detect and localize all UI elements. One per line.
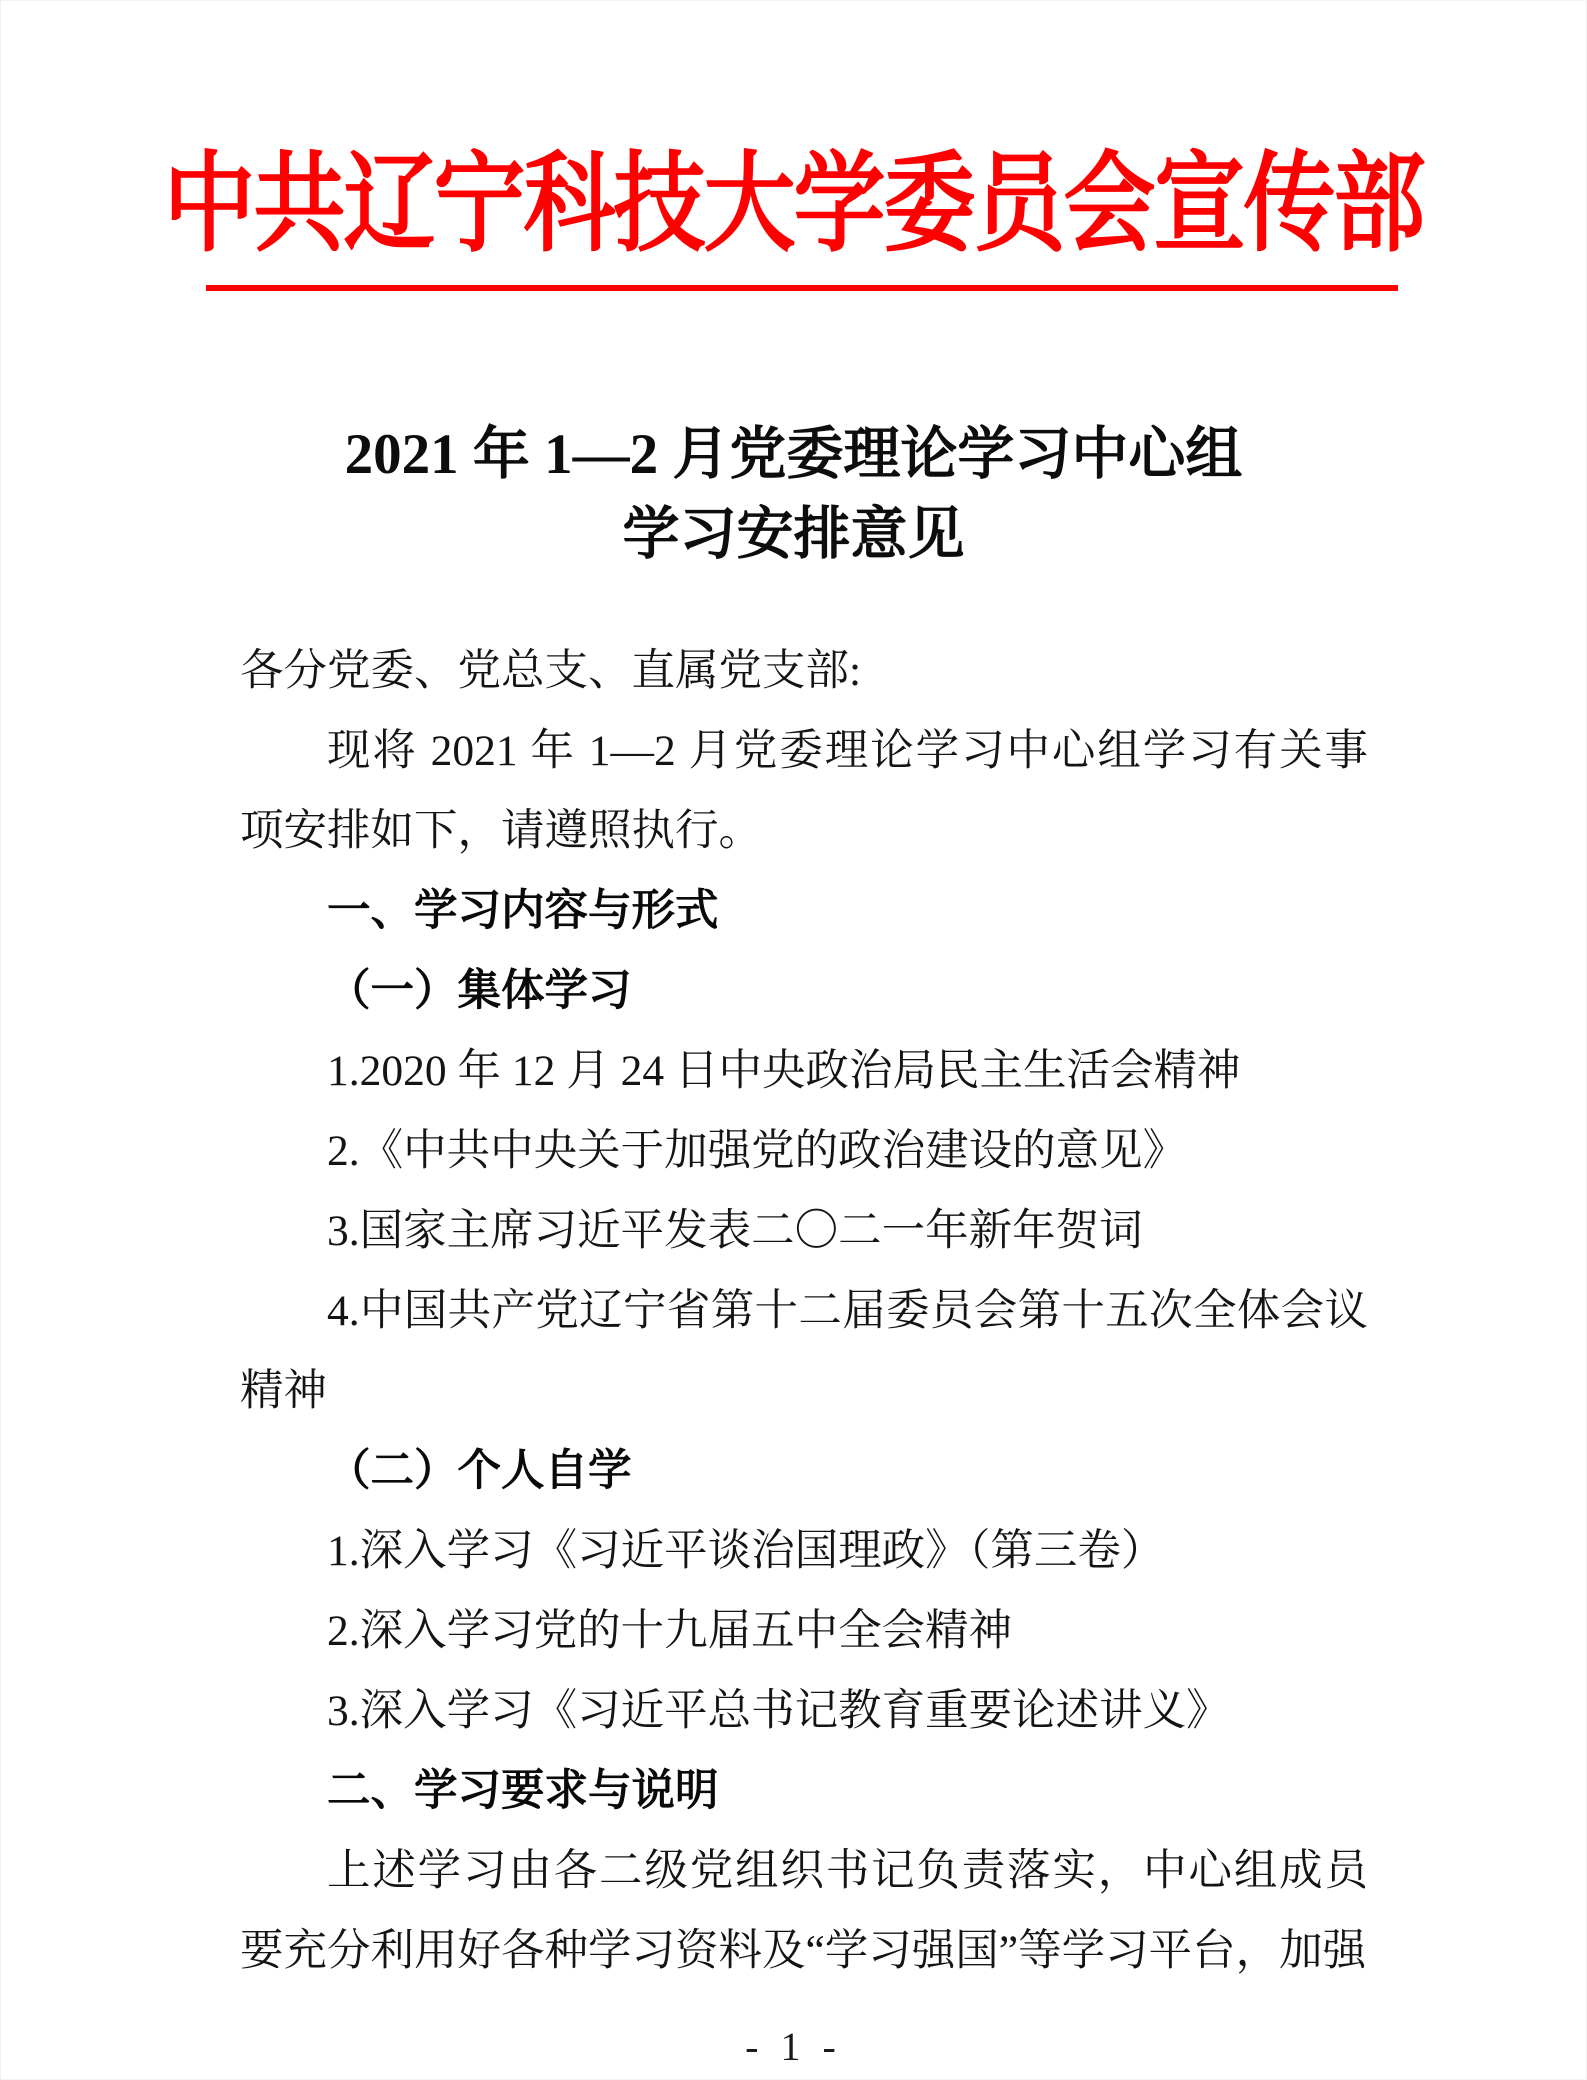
document-title-line2: 学习安排意见 bbox=[622, 503, 965, 566]
paragraph-intro: 现将 2021 年 1—2 月党委理论学习中心组学习有关事项安排如下，请遵照执行。 bbox=[240, 727, 1368, 855]
letterhead-rule bbox=[206, 285, 1398, 291]
letterhead-org-name: 中共辽宁科技大学委员会宣传部 bbox=[163, 144, 1424, 265]
page-footer bbox=[1, 2015, 1586, 2079]
paragraph-salutation: 各分党委、党总支、直属党支部: bbox=[240, 647, 862, 695]
letterhead bbox=[1, 109, 1586, 271]
document-title bbox=[1, 415, 1586, 575]
document-title-line1: 2021 年 1—2 月党委理论学习中心组 bbox=[344, 423, 1243, 486]
paragraph-requirements: 上述学习由各二级党组织书记负责落实，中心组成员要充分利用好各种学习资料及“学习强国”等学习平台，加强 bbox=[240, 1847, 1368, 1975]
list-item: 1.2020 年 12 月 24 日中央政治局民主生活会精神 bbox=[327, 1047, 1241, 1095]
section-heading-1: 一、学习内容与形式 bbox=[327, 887, 719, 935]
list-item: 2.深入学习党的十九届五中全会精神 bbox=[327, 1607, 1013, 1655]
list-item: 2.《中共中央关于加强党的政治建设的意见》 bbox=[327, 1127, 1187, 1175]
page-number: - 1 - bbox=[745, 2024, 842, 2069]
list-item: 4.中国共产党辽宁省第十二届委员会第十五次全体会议精神 bbox=[240, 1287, 1368, 1415]
subsection-heading-collective: （一）集体学习 bbox=[327, 967, 632, 1015]
subsection-heading-self-study: （二）个人自学 bbox=[327, 1447, 632, 1495]
list-item: 1.深入学习《习近平谈治国理政》（第三卷） bbox=[327, 1527, 1165, 1575]
document-body bbox=[240, 631, 1368, 1991]
section-heading-2: 二、学习要求与说明 bbox=[327, 1767, 719, 1815]
list-item: 3.深入学习《习近平总书记教育重要论述讲义》 bbox=[327, 1687, 1230, 1735]
list-item: 3.国家主席习近平发表二〇二一年新年贺词 bbox=[327, 1207, 1143, 1255]
